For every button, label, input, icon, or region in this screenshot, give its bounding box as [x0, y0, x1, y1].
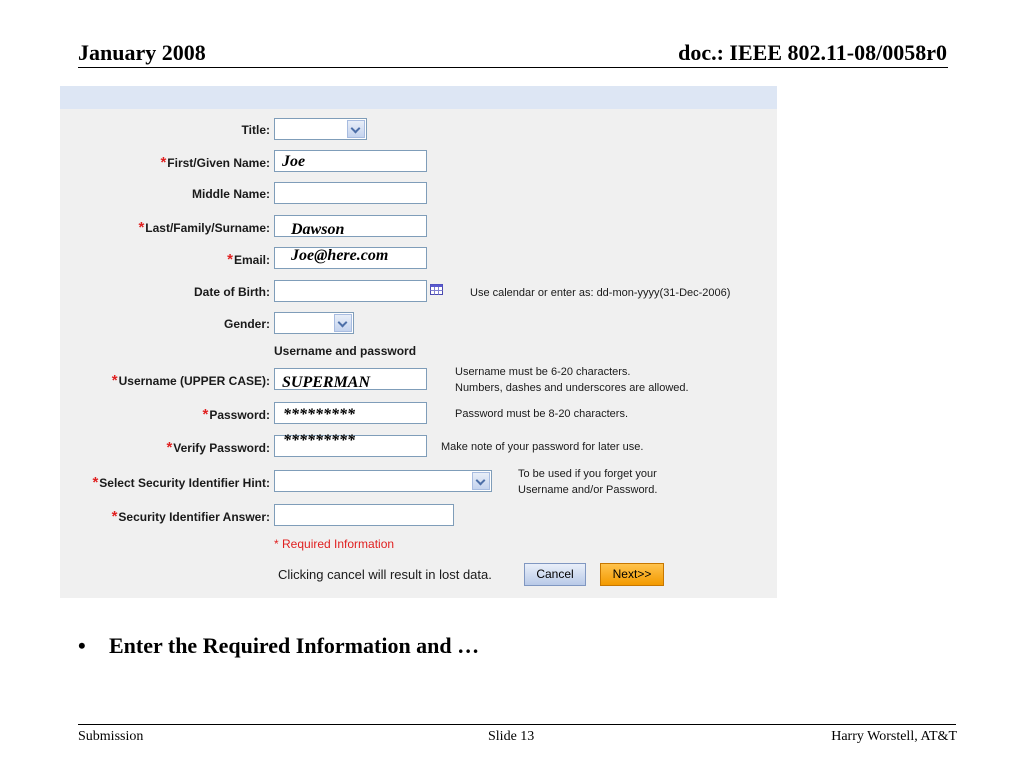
email-label: *Email: — [227, 251, 270, 268]
first-name-label: *First/Given Name: — [160, 154, 270, 171]
required-info-note: * Required Information — [274, 537, 395, 551]
gender-label: Gender: — [223, 317, 270, 331]
next-button[interactable]: Next>> — [600, 563, 664, 586]
header-divider — [78, 67, 948, 68]
title-label: Title: — [241, 123, 270, 137]
middle-name-label: Middle Name: — [191, 187, 270, 201]
bullet-marker: • — [78, 633, 86, 658]
bullet-text: Enter the Required Information and … — [109, 633, 480, 658]
email-value: Joe@here.com — [291, 247, 389, 264]
password-hint: Password must be 8-20 characters. — [455, 408, 629, 420]
security-hint-note-1: To be used if you forget your — [518, 468, 657, 480]
chevron-down-icon[interactable] — [472, 472, 490, 490]
title-select[interactable] — [274, 118, 367, 140]
security-answer-field[interactable] — [274, 504, 454, 526]
gender-select[interactable] — [274, 312, 354, 334]
dob-hint: Use calendar or enter as: dd-mon-yyyy(31-Dec-2006) — [470, 287, 731, 299]
form-top-bar — [60, 86, 777, 109]
registration-form — [60, 86, 777, 598]
middle-name-field[interactable] — [274, 182, 427, 204]
footer-slide-number: Slide 13 — [488, 729, 535, 744]
security-hint-label: *Select Security Identifier Hint: — [92, 474, 270, 491]
verify-password-hint: Make note of your password for later use. — [441, 441, 644, 453]
chevron-down-icon[interactable] — [347, 120, 365, 138]
username-password-heading: Username and password — [274, 344, 417, 358]
security-hint-select[interactable] — [274, 470, 492, 492]
security-answer-label: *Security Identifier Answer: — [111, 508, 270, 525]
footer-divider — [78, 724, 956, 725]
dob-label: Date of Birth: — [194, 285, 270, 299]
cancel-button[interactable]: Cancel — [524, 563, 586, 586]
footer-submission: Submission — [78, 729, 144, 744]
last-name-label: *Last/Family/Surname: — [138, 219, 270, 236]
security-hint-note-2: Username and/or Password. — [518, 484, 658, 496]
first-name-value: Joe — [282, 153, 306, 170]
last-name-value: Dawson — [291, 221, 345, 238]
verify-password-value: ********* — [283, 432, 355, 449]
chevron-down-icon[interactable] — [334, 314, 352, 332]
footer-author: Harry Worstell, AT&T — [831, 729, 957, 744]
username-value: SUPERMAN — [282, 374, 371, 391]
slide-date: January 2008 — [78, 40, 206, 65]
slide-doc-id: doc.: IEEE 802.11-08/0058r0 — [678, 40, 947, 65]
calendar-icon[interactable] — [430, 284, 443, 295]
username-hint-1: Username must be 6-20 characters. — [455, 366, 631, 378]
password-value: ********* — [283, 406, 355, 423]
dob-field[interactable] — [274, 280, 427, 302]
username-label: *Username (UPPER CASE): — [111, 372, 270, 389]
username-hint-2: Numbers, dashes and underscores are allowed. — [455, 382, 689, 394]
cancel-warning: Clicking cancel will result in lost data. — [278, 567, 492, 582]
verify-password-label: *Verify Password: — [166, 439, 270, 456]
password-label: *Password: — [202, 406, 270, 423]
